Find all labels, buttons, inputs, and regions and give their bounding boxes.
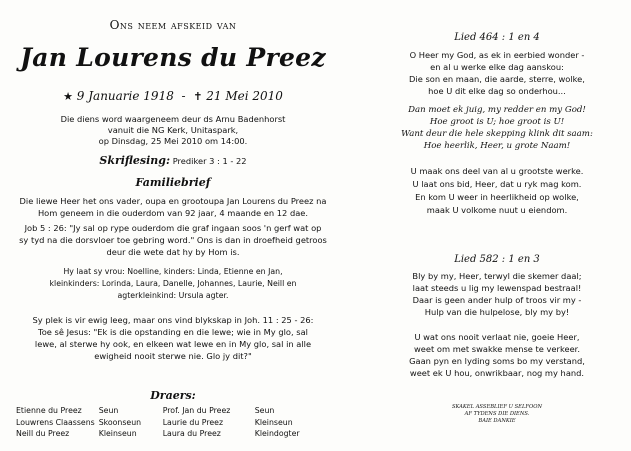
bearer-relation: Skoonseun xyxy=(98,417,142,427)
bearer-relation: Seun xyxy=(254,406,275,415)
hymn-line: Bly by my, Heer, terwyl die skemer daal; xyxy=(412,271,582,281)
survivors-line: Hy laat sy vrou: Noelline, kinders: Linda, Etienne en Jan, xyxy=(63,267,283,276)
verse-line: Toe sê Jesus: "Ek is die opstanding en die lewe; wie in My glo, sal xyxy=(38,327,308,337)
letter-line: deur die wete dat hy by Hom is. xyxy=(106,247,240,257)
hymn-line: laat steeds u lig my lewenspad bestraal! xyxy=(412,283,582,293)
refrain-line: Hoe groot is U; hoe groot is U! xyxy=(429,117,565,127)
hymn-line: hoe U dit elke dag so onderhou... xyxy=(428,86,566,96)
service-line: Die diens word waargeneem deur ds Arnu Badenhorst xyxy=(60,114,286,124)
hymn-line: Die son en maan, die aarde, sterre, wolke, xyxy=(409,74,585,84)
hymn-line: Gaan pyn en lyding soms bo my verstand, xyxy=(409,356,585,366)
bearer-name: Prof. Jan du Preez xyxy=(162,406,231,415)
star-icon: ★ xyxy=(63,90,73,103)
verse-line: Sy plek is vir ewig leeg, maar ons vind blykskap in Joh. 11 : 25 - 26: xyxy=(32,315,314,325)
refrain-line: Dan moet ek juig, my redder en my God! xyxy=(408,105,586,115)
intro-heading: Ons neem afskeid van xyxy=(109,18,237,32)
scripture-text: Prediker 3 : 1 - 22 xyxy=(172,156,247,166)
bearer-name: Laurie du Preez xyxy=(162,417,224,427)
refrain-line: Hoe heerlik, Heer, u grote Naam! xyxy=(423,141,571,151)
hymn-line: U maak ons deel van al u grootste werke. xyxy=(410,166,584,176)
hymn-line: En kom U weer in heerlikheid op wolke, xyxy=(415,192,579,202)
hymn-line: U wat ons nooit verlaat nie, goeie Heer, xyxy=(414,332,580,342)
birth-date: 9 Januarie 1918 xyxy=(76,89,174,103)
table-row xyxy=(16,417,304,429)
scripture-label: Skriflesing: xyxy=(99,154,171,167)
hymn1-title: Lied 464 : 1 en 4 xyxy=(454,32,540,43)
table-row xyxy=(16,428,304,440)
bearer-name: Laura du Preez xyxy=(162,429,221,439)
survivors-line: agterkleinkind: Ursula agter. xyxy=(117,291,229,300)
service-line: vanuit die NG Kerk, Unitaspark, xyxy=(107,125,239,135)
service-line: op Dinsdag, 25 Mei 2010 om 14:00. xyxy=(98,136,248,146)
dates-separator: - xyxy=(181,89,186,103)
bearer-relation: Kleinseun xyxy=(98,429,137,439)
scripture-reading xyxy=(18,154,328,167)
hymn-line: U laat ons bid, Heer, dat u ryk mag kom. xyxy=(412,179,582,189)
verse-line: ewigheid nooit sterwe nie. Glo jy dit?" xyxy=(94,351,252,361)
letter-line: Die liewe Heer het ons vader, oupa en grootoupa Jan Lourens du Preez na xyxy=(19,196,327,206)
phone-notice xyxy=(372,404,622,425)
bearer-name: Etienne du Preez xyxy=(16,406,82,415)
hymn-line: weet om met swakke mense te verkeer. xyxy=(414,344,580,354)
letter-line: sy tyd na die dorsvloer toe gebring word." Ons is dan in droefheid getroos xyxy=(19,235,327,245)
letter-line: Job 5 : 26: "Jy sal op rype ouderdom die graf ingaan soos 'n gerf wat op xyxy=(24,223,322,233)
hymn-line: maak U volkome nuut u eiendom. xyxy=(426,205,568,215)
hymn2-title: Lied 582 : 1 en 3 xyxy=(454,254,540,265)
verse-line: lewe, al sterwe hy ook, en elkeen wat lewe en in My glo, sal in alle xyxy=(34,339,312,349)
cross-icon: ✝ xyxy=(193,90,203,103)
survivors-line: kleinkinders: Lorinda, Laura, Danelle, Johannes, Laurie, Neill en xyxy=(49,279,297,288)
hymn-line: Hulp van die hulpelose, bly my by! xyxy=(424,307,570,317)
hymn-line: Daar is geen ander hulp of troos vir my - xyxy=(412,295,582,305)
hymn-line: weet ek U hou, onwrikbaar, nog my hand. xyxy=(409,368,585,378)
notice-line: BAIE DANKIE xyxy=(478,418,516,424)
bearer-relation: Kleindogter xyxy=(254,429,300,439)
table-row xyxy=(16,405,304,417)
bearer-name: Louwrens Claassens xyxy=(16,417,95,427)
bearers-title: Draers: xyxy=(150,389,196,402)
death-date: 21 Mei 2010 xyxy=(206,89,283,103)
refrain-line: Want deur die hele skepping klink dit saam: xyxy=(401,129,593,139)
bearers-table xyxy=(16,405,304,440)
life-dates xyxy=(18,89,328,103)
letter-title: Familiebrief xyxy=(135,176,211,189)
bearer-relation: Kleinseun xyxy=(254,417,293,427)
letter-line: Hom geneem in die ouderdom van 92 jaar, 4 maande en 12 dae. xyxy=(37,208,309,218)
bearer-relation: Seun xyxy=(98,406,119,415)
deceased-name: Jan Lourens du Preez xyxy=(20,43,326,72)
bearer-name: Neill du Preez xyxy=(16,429,70,439)
notice-line: AF TYDENS DIE DIENS. xyxy=(464,411,530,417)
notice-line: SKAKEL ASSEBLIEF U SELFOON xyxy=(451,404,543,410)
hymn-line: en al u werke elke dag aanskou: xyxy=(430,62,564,72)
hymn-line: O Heer my God, as ek in eerbied wonder - xyxy=(409,50,585,60)
